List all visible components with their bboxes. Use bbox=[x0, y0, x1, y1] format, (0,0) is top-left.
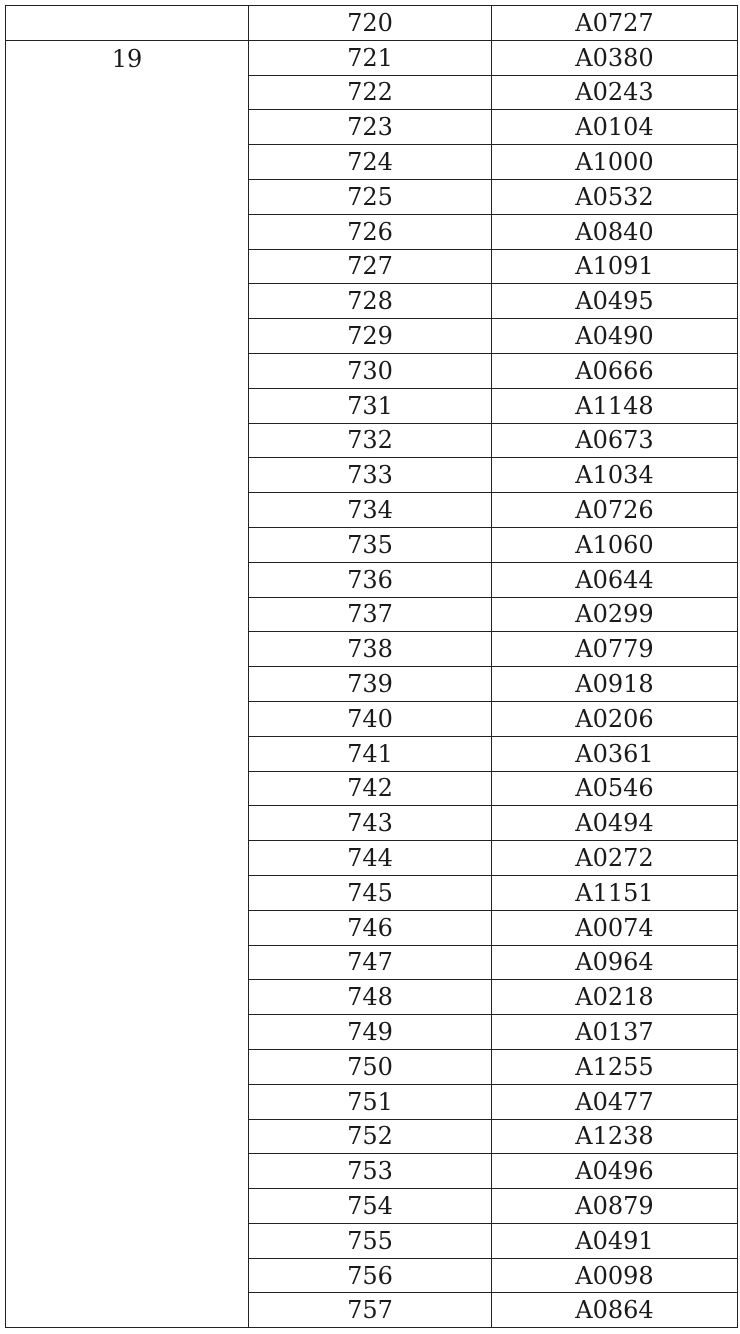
code-cell: A0532 bbox=[492, 179, 738, 214]
code-cell: A0879 bbox=[492, 1189, 738, 1224]
code-cell: A0490 bbox=[492, 319, 738, 354]
code-cell: A0666 bbox=[492, 353, 738, 388]
seq-cell: 735 bbox=[249, 527, 492, 562]
code-cell: A0546 bbox=[492, 771, 738, 806]
table-row bbox=[6, 6, 738, 41]
seq-cell: 724 bbox=[249, 145, 492, 180]
seq-cell: 754 bbox=[249, 1189, 492, 1224]
seq-cell: 747 bbox=[249, 945, 492, 980]
seq-cell: 723 bbox=[249, 110, 492, 145]
code-cell: A1255 bbox=[492, 1049, 738, 1084]
code-cell: A1060 bbox=[492, 527, 738, 562]
seq-cell: 731 bbox=[249, 388, 492, 423]
seq-cell: 742 bbox=[249, 771, 492, 806]
code-cell: A0104 bbox=[492, 110, 738, 145]
seq-cell: 744 bbox=[249, 841, 492, 876]
code-cell: A0779 bbox=[492, 632, 738, 667]
seq-cell: 733 bbox=[249, 458, 492, 493]
seq-cell: 720 bbox=[249, 6, 492, 41]
seq-cell: 749 bbox=[249, 1015, 492, 1050]
code-cell: A0964 bbox=[492, 945, 738, 980]
seq-cell: 757 bbox=[249, 1293, 492, 1328]
code-cell: A1091 bbox=[492, 249, 738, 284]
seq-cell: 737 bbox=[249, 597, 492, 632]
code-cell: A0494 bbox=[492, 806, 738, 841]
code-cell: A1034 bbox=[492, 458, 738, 493]
code-cell: A1238 bbox=[492, 1119, 738, 1154]
seq-cell: 729 bbox=[249, 319, 492, 354]
seq-cell: 728 bbox=[249, 284, 492, 319]
code-cell: A1000 bbox=[492, 145, 738, 180]
seq-cell: 739 bbox=[249, 667, 492, 702]
seq-cell: 721 bbox=[249, 40, 492, 75]
code-cell: A0218 bbox=[492, 980, 738, 1015]
seq-cell: 750 bbox=[249, 1049, 492, 1084]
group-label-cell: 19 bbox=[6, 40, 249, 1327]
seq-cell: 748 bbox=[249, 980, 492, 1015]
code-cell: A0243 bbox=[492, 75, 738, 110]
seq-cell: 732 bbox=[249, 423, 492, 458]
seq-cell: 746 bbox=[249, 910, 492, 945]
code-cell: A0074 bbox=[492, 910, 738, 945]
code-cell: A0299 bbox=[492, 597, 738, 632]
code-cell: A0644 bbox=[492, 562, 738, 597]
seq-cell: 740 bbox=[249, 701, 492, 736]
code-cell: A0361 bbox=[492, 736, 738, 771]
seq-cell: 753 bbox=[249, 1154, 492, 1189]
seq-cell: 752 bbox=[249, 1119, 492, 1154]
code-cell: A0137 bbox=[492, 1015, 738, 1050]
table-body bbox=[6, 6, 738, 1328]
code-cell: A0477 bbox=[492, 1084, 738, 1119]
code-cell: A0495 bbox=[492, 284, 738, 319]
seq-cell: 755 bbox=[249, 1223, 492, 1258]
table-row bbox=[6, 40, 738, 75]
code-cell: A0673 bbox=[492, 423, 738, 458]
code-cell: A0918 bbox=[492, 667, 738, 702]
seq-cell: 727 bbox=[249, 249, 492, 284]
code-cell: A0380 bbox=[492, 40, 738, 75]
code-cell: A0272 bbox=[492, 841, 738, 876]
seq-cell: 730 bbox=[249, 353, 492, 388]
data-table bbox=[5, 5, 738, 1328]
seq-cell: 741 bbox=[249, 736, 492, 771]
group-cell-empty bbox=[6, 6, 249, 41]
code-cell: A0206 bbox=[492, 701, 738, 736]
code-cell: A0496 bbox=[492, 1154, 738, 1189]
code-cell: A0726 bbox=[492, 493, 738, 528]
seq-cell: 756 bbox=[249, 1258, 492, 1293]
seq-cell: 743 bbox=[249, 806, 492, 841]
code-cell: A0098 bbox=[492, 1258, 738, 1293]
seq-cell: 726 bbox=[249, 214, 492, 249]
code-cell: A1151 bbox=[492, 875, 738, 910]
seq-cell: 738 bbox=[249, 632, 492, 667]
seq-cell: 734 bbox=[249, 493, 492, 528]
seq-cell: 736 bbox=[249, 562, 492, 597]
seq-cell: 751 bbox=[249, 1084, 492, 1119]
code-cell: A0864 bbox=[492, 1293, 738, 1328]
code-cell: A1148 bbox=[492, 388, 738, 423]
code-cell: A0491 bbox=[492, 1223, 738, 1258]
seq-cell: 725 bbox=[249, 179, 492, 214]
code-cell: A0727 bbox=[492, 6, 738, 41]
seq-cell: 722 bbox=[249, 75, 492, 110]
code-cell: A0840 bbox=[492, 214, 738, 249]
seq-cell: 745 bbox=[249, 875, 492, 910]
